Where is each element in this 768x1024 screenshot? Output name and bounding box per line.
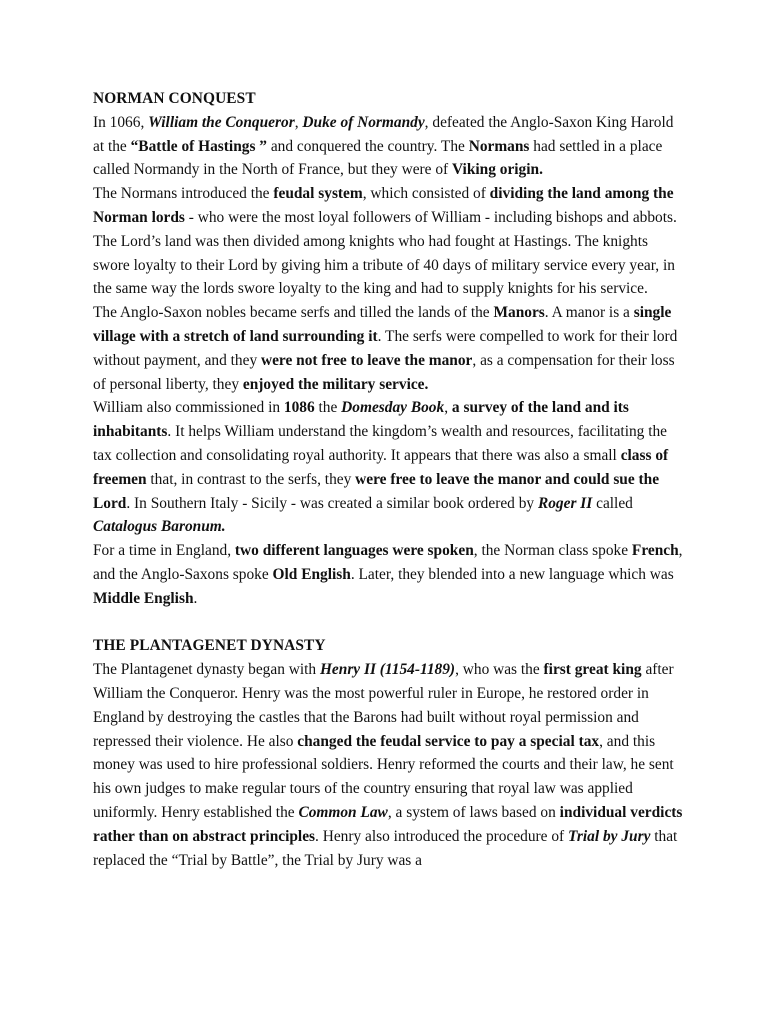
text-run: . Henry also introduced the procedure of — [315, 827, 569, 845]
text-run: The Anglo-Saxon nobles became serfs and tilled the lands of the — [93, 304, 494, 322]
emphasized-text: Viking origin. — [452, 161, 543, 179]
emphasized-text: French — [631, 542, 679, 560]
text-run: For a time in England, — [93, 542, 235, 560]
emphasized-text: Middle English — [93, 589, 194, 607]
text-run: , defeated the Anglo-Saxon King Harold at the — [93, 113, 674, 155]
text-run: In 1066, — [93, 113, 149, 131]
text-run: . It helps William understand the kingdom’s wealth and resources, facilitating the tax collection and consolidating royal authority. It appears that there was also a small — [93, 423, 668, 464]
emphasized-text: individual verdicts rather than on abstract principles — [93, 803, 683, 845]
text-run: and conquered the country. The — [266, 137, 469, 155]
section-spacer — [93, 611, 683, 635]
text-run: , the Norman class spoke — [473, 542, 632, 560]
emphasized-text: class of freemen — [93, 446, 669, 488]
emphasized-text: Roger II — [537, 494, 593, 512]
paragraph — [93, 182, 683, 301]
text-run: the — [314, 399, 342, 417]
emphasized-text: feudal system — [273, 185, 363, 203]
document-body — [93, 87, 683, 872]
emphasized-text: first great king — [543, 661, 642, 679]
text-run: after William the Conqueror. Henry was the most powerful ruler in Europe, he restored order in England by destroying the castles that the Barons had built without royal permission and repressed their violence. He also — [93, 661, 674, 750]
emphasized-text: Common Law — [298, 803, 388, 821]
emphasized-text: William the Conqueror — [148, 113, 295, 131]
paragraph — [93, 111, 683, 182]
paragraph — [93, 301, 683, 396]
paragraph — [93, 539, 683, 610]
section-heading-plantagenet-dynasty: THE PLANTAGENET DYNASTY — [93, 637, 326, 655]
emphasized-text: Domesday Book — [341, 399, 445, 417]
emphasized-text: single village with a stretch of land surrounding it — [93, 304, 672, 345]
section-heading-norman-conquest: NORMAN CONQUEST — [93, 90, 256, 107]
emphasized-text: “Battle of Hastings ” — [130, 137, 267, 155]
emphasized-text: Trial by Jury — [568, 827, 651, 845]
text-run: , a system of laws based on — [387, 803, 560, 821]
emphasized-text: 1086 — [283, 399, 315, 417]
text-run: The Plantagenet dynasty began with — [93, 661, 320, 679]
emphasized-text: two different languages were spoken — [234, 542, 474, 560]
paragraph — [93, 396, 683, 539]
emphasized-text: Normans — [468, 137, 530, 155]
text-run: , who was the — [455, 661, 544, 679]
text-run: . A manor is a — [544, 304, 634, 322]
text-run: . — [193, 589, 198, 607]
text-run: , and the Anglo-Saxons spoke — [93, 542, 683, 583]
text-run: - who were the most loyal followers of William - including bishops and abbots. The Lord’s land was then divided among knights who had fought at Hastings. The knights swore loyalty to their Lord by giving him a tribute of 40 days of military service every year, in the same way the lords swore loyalty to the king and had to supply knights for his service. — [93, 208, 677, 298]
text-run: , — [294, 113, 303, 131]
text-run: , as a compensation for their loss of personal liberty, they — [93, 351, 675, 393]
text-run: , which consisted of — [362, 185, 490, 203]
emphasized-text: Catalogus Baronum. — [93, 518, 226, 536]
text-run: , — [444, 399, 452, 417]
emphasized-text: Henry II (1154-1189) — [319, 661, 456, 679]
emphasized-text: Old English — [272, 565, 351, 583]
text-run: that replaced the “Trial by Battle”, the Trial by Jury was a — [93, 827, 678, 869]
text-run: William also commissioned in — [93, 399, 284, 417]
emphasized-text: dividing the land among the Norman lords — [93, 185, 674, 226]
emphasized-text: were not free to leave the manor — [260, 351, 473, 369]
emphasized-text: changed the feudal service to pay a special tax — [297, 732, 600, 750]
text-run: The Normans introduced the — [93, 185, 274, 203]
text-run: that, in contrast to the serfs, they — [146, 470, 356, 488]
text-run: . Later, they blended into a new language which was — [350, 565, 674, 583]
emphasized-text: were free to leave the manor and could sue the Lord — [93, 470, 660, 512]
emphasized-text: a survey of the land and its inhabitants — [93, 399, 629, 441]
text-run: called — [592, 494, 633, 512]
text-run: had settled in a place called Normandy in the North of France, but they were of — [93, 137, 663, 179]
paragraph — [93, 658, 683, 872]
emphasized-text: Manors — [493, 304, 545, 322]
text-run: . The serfs were compelled to work for their lord without payment, and they — [93, 327, 678, 369]
text-run: . In Southern Italy - Sicily - was created a similar book ordered by — [126, 494, 538, 512]
emphasized-text: Duke of Normandy — [302, 113, 425, 131]
text-run: , and this money was used to hire professional soldiers. Henry reformed the courts and their law, he sent his own judges to make regular tours of the country ensuring that royal law was applied uniformly. Henry established the — [93, 732, 674, 821]
emphasized-text: enjoyed the military service. — [242, 375, 429, 393]
